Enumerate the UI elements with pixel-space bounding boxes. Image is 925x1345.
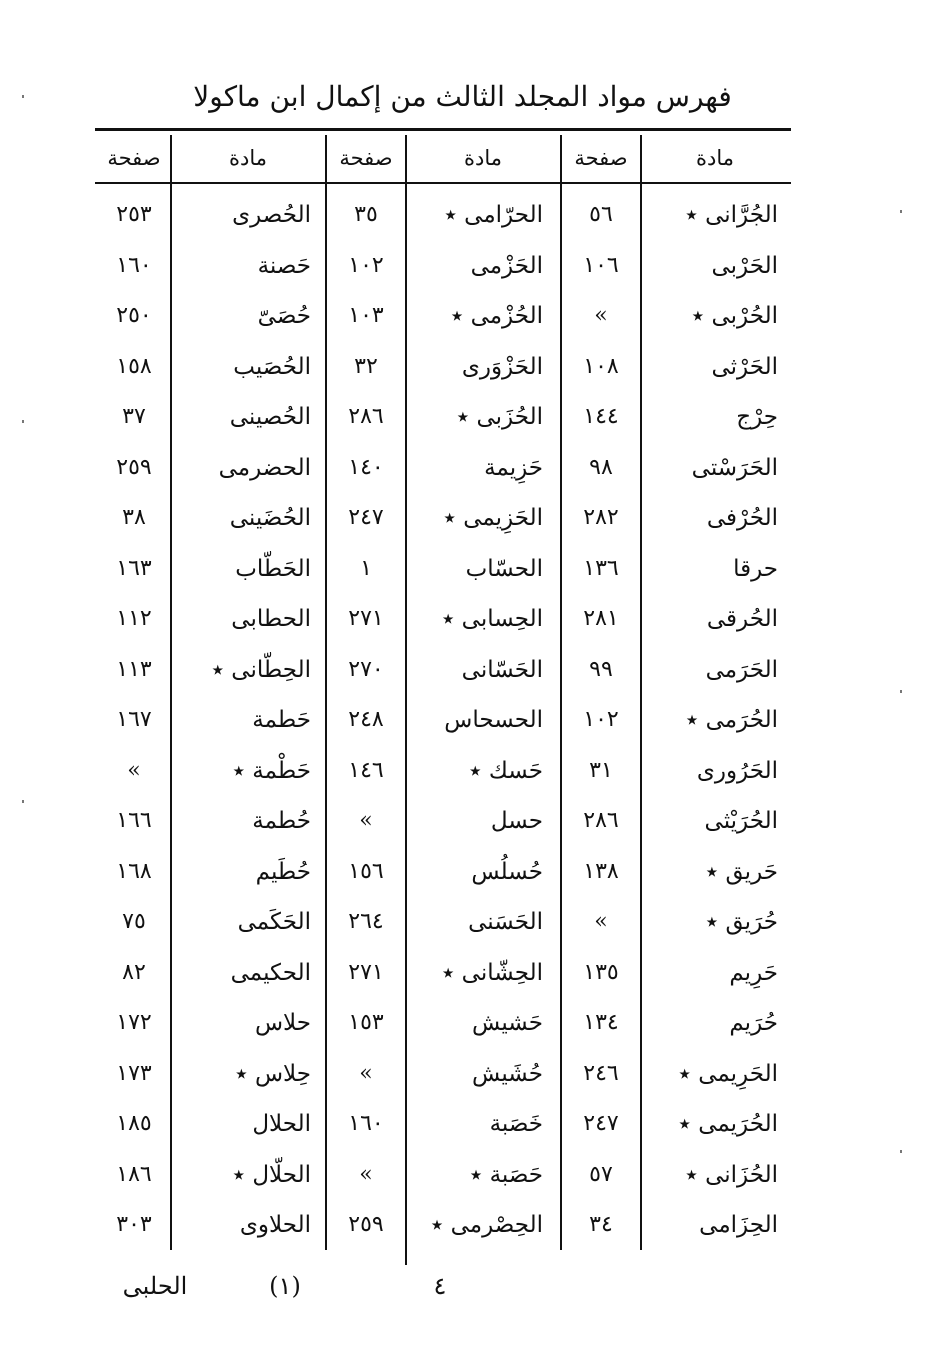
index-page-col2: ٢٧٠ bbox=[348, 656, 384, 682]
index-page-col2: ١٥٣ bbox=[348, 1010, 384, 1035]
index-word-col1: حَرِيم bbox=[729, 959, 778, 986]
index-word-col3: الحُضَينى bbox=[229, 505, 311, 531]
index-word-col3: حلاس bbox=[254, 1010, 311, 1036]
index-word-col3: حَصنة bbox=[257, 252, 311, 279]
index-word-col1: حُرَيم bbox=[729, 1010, 778, 1036]
index-page-col3: ١٦٧ bbox=[116, 707, 152, 732]
index-word-col3: الحكيمى bbox=[230, 959, 311, 986]
column-divider bbox=[325, 135, 327, 1250]
index-word-col2: الحِشّانى ٭ bbox=[441, 959, 543, 986]
index-word-col1: الحَرَمى bbox=[705, 656, 778, 683]
index-page-col1: » bbox=[594, 909, 608, 934]
index-page-col3: ١١٣ bbox=[116, 656, 152, 682]
index-page-col2: ٢٧١ bbox=[348, 606, 384, 631]
index-word-col3: حَطمة bbox=[252, 707, 311, 733]
index-page-col3: ٣٨ bbox=[122, 505, 146, 530]
index-page-col3: ١٦٨ bbox=[116, 858, 152, 884]
index-page-col2: » bbox=[359, 808, 373, 833]
column-divider bbox=[405, 135, 407, 1265]
index-word-col2: الحَسَنى bbox=[468, 909, 543, 935]
index-word-col3: حُصَىّ bbox=[257, 303, 311, 329]
index-page-col3: ١٧٢ bbox=[116, 1010, 152, 1035]
index-page-col3: ٨٢ bbox=[122, 959, 146, 985]
header-word-col3: مادة bbox=[228, 146, 267, 170]
index-word-col3: الحُصينى bbox=[229, 404, 311, 430]
index-word-col2: الحِسابى ٭ bbox=[441, 606, 543, 632]
index-word-col1: الحَرُورى bbox=[696, 757, 778, 784]
index-word-col1: حرقا bbox=[733, 555, 778, 582]
index-page-col2: ١٤٦ bbox=[348, 757, 384, 783]
column-divider bbox=[560, 135, 562, 1250]
index-page-col2: ٢٤٨ bbox=[348, 707, 384, 732]
index-page-col3: ١٨٥ bbox=[116, 1111, 152, 1136]
index-word-col1: الحَرَسْتى bbox=[691, 454, 778, 481]
index-page-col3: ١٥٨ bbox=[116, 353, 152, 379]
index-word-col2: الحسحاس bbox=[444, 707, 543, 733]
index-word-col1: الحِزَامى bbox=[699, 1212, 778, 1238]
index-word-col3: الحَكَمى bbox=[237, 909, 311, 935]
scan-speck bbox=[22, 420, 24, 423]
index-page-col1: » bbox=[594, 303, 608, 328]
index-word-col1: الحُرَمى ٭ bbox=[685, 707, 778, 733]
header-page-col2: صفحة bbox=[339, 146, 393, 170]
index-page-col3: ١٦٠ bbox=[116, 252, 152, 278]
scan-speck bbox=[900, 1150, 902, 1153]
index-word-col3: حُطمة bbox=[252, 808, 311, 834]
index-page-col1: ١٣٤ bbox=[583, 1010, 619, 1035]
index-page-col2: ٢٦٤ bbox=[348, 909, 384, 934]
index-word-col2: حَسك ٭ bbox=[469, 757, 543, 784]
index-page-col2: ٢٥٩ bbox=[348, 1212, 384, 1237]
index-word-col3: الحلاوى bbox=[239, 1212, 311, 1238]
index-word-col3: الحُصَيب bbox=[233, 353, 311, 380]
footer-printer: الحلبى bbox=[122, 1272, 188, 1300]
index-page-col3: ١٨٦ bbox=[116, 1161, 152, 1187]
index-word-col2: حَصَبة ٭ bbox=[469, 1161, 543, 1188]
index-word-col1: حِرْج bbox=[736, 404, 778, 430]
index-word-col1: الحُرْبى ٭ bbox=[691, 303, 778, 329]
page-title: فهرس مواد المجلد الثالث من إكمال ابن ماكولا bbox=[193, 80, 732, 113]
index-page-col2: ١٤٠ bbox=[348, 454, 384, 480]
scan-speck bbox=[22, 95, 24, 98]
index-page-col2: ١٥٦ bbox=[348, 858, 384, 884]
index-page-col1: ١٠٨ bbox=[583, 353, 619, 379]
index-page-col2: ١٠٣ bbox=[348, 303, 384, 328]
index-word-col3: حِلاس ٭ bbox=[235, 1060, 311, 1087]
index-word-col2: الحُزَبى ٭ bbox=[456, 404, 543, 430]
index-word-col3: الحطابى bbox=[231, 606, 311, 632]
scan-speck bbox=[22, 800, 24, 803]
index-word-col2: حَشيش bbox=[472, 1010, 543, 1036]
index-word-col2: حُسلُس bbox=[471, 858, 543, 885]
scan-speck bbox=[900, 690, 902, 693]
index-word-col2: خَصَبة bbox=[489, 1111, 543, 1137]
index-word-col1: الحُرقى bbox=[706, 606, 778, 632]
index-page-col3: ٣٧ bbox=[122, 404, 146, 429]
index-word-col3: الحَطّاب bbox=[235, 555, 311, 582]
index-word-col3: الحلال bbox=[252, 1111, 311, 1137]
index-page-col1: ١٤٤ bbox=[583, 404, 619, 429]
index-word-col1: الحَرْبى bbox=[711, 252, 778, 279]
index-page-col1: ٩٨ bbox=[589, 454, 613, 480]
index-page-col2: ٢٤٧ bbox=[348, 505, 384, 530]
index-word-col2: حَزِيمة bbox=[484, 454, 543, 481]
index-page-col1: ٥٧ bbox=[589, 1161, 613, 1187]
index-word-col2: الحسّاب bbox=[465, 555, 543, 582]
index-word-col1: الحُرَيْثى bbox=[704, 808, 778, 834]
footer-signature: (١) bbox=[269, 1272, 301, 1300]
index-word-col2: الحَزِيمى ٭ bbox=[443, 505, 543, 531]
index-word-col2: الحَزْمى bbox=[470, 252, 543, 279]
index-page-col1: ١٣٥ bbox=[583, 959, 619, 985]
index-page-col2: ١٠٢ bbox=[348, 252, 384, 278]
index-page-col1: ٥٦ bbox=[589, 202, 613, 227]
index-word-col3: الحِطّانى ٭ bbox=[211, 656, 311, 683]
index-word-col2: حُشَيش bbox=[472, 1060, 543, 1087]
index-page-col3: ١٧٣ bbox=[116, 1060, 152, 1086]
header-page-col1: صفحة bbox=[574, 146, 628, 170]
index-page-col3: ١١٢ bbox=[116, 606, 152, 631]
index-page-col1: ١٣٨ bbox=[583, 858, 619, 884]
header-rule bbox=[95, 182, 791, 184]
index-word-col2: الحُزْمى ٭ bbox=[450, 303, 543, 329]
scan-speck bbox=[900, 210, 902, 213]
footer-page-number: ٤ bbox=[433, 1272, 447, 1300]
index-page-col3: ٧٥ bbox=[122, 909, 146, 934]
index-page-col1: ٢٨٢ bbox=[583, 505, 619, 530]
index-word-col1: حَريق ٭ bbox=[705, 858, 778, 885]
index-word-col1: الحُرْفى bbox=[706, 505, 778, 531]
index-page-col2: ١٦٠ bbox=[348, 1111, 384, 1136]
index-word-col3: الحلّال ٭ bbox=[232, 1161, 311, 1188]
index-word-col2: الحرّامى ٭ bbox=[444, 202, 543, 228]
index-page-col2: ١ bbox=[360, 555, 372, 581]
index-page-col1: ١٣٦ bbox=[583, 555, 619, 581]
index-word-col1: الحَرْثى bbox=[711, 353, 778, 380]
index-page-col1: ٣١ bbox=[589, 757, 613, 783]
index-page-col2: ٢٧١ bbox=[348, 959, 384, 985]
index-word-col1: الجُرَّانى ٭ bbox=[685, 202, 778, 228]
index-page-col1: ٩٩ bbox=[589, 656, 613, 682]
index-word-col1: حُرَيق ٭ bbox=[705, 909, 778, 935]
index-page-col2: ٢٨٦ bbox=[348, 404, 384, 429]
index-word-col1: الحُزَانى ٭ bbox=[685, 1161, 778, 1188]
index-page-col3: ٢٥٣ bbox=[116, 202, 152, 227]
index-page-col1: ١٠٢ bbox=[583, 707, 619, 732]
header-word-col2: مادة bbox=[463, 146, 502, 170]
header-word-col1: مادة bbox=[695, 146, 734, 170]
index-word-col3: حَطْمة ٭ bbox=[232, 757, 311, 784]
index-page-col1: ٢٨١ bbox=[583, 606, 619, 631]
top-rule bbox=[95, 128, 791, 131]
index-page-col3: » bbox=[127, 757, 141, 783]
index-word-col2: الحَزْوَرى bbox=[461, 353, 543, 380]
column-divider bbox=[170, 135, 172, 1250]
index-page-col3: ١٦٣ bbox=[116, 555, 152, 581]
index-page-col2: ٣٥ bbox=[354, 202, 378, 227]
index-page-col1: ٢٨٦ bbox=[583, 808, 619, 833]
index-word-col1: الحُرَيمى ٭ bbox=[678, 1111, 778, 1137]
index-page-col2: » bbox=[359, 1161, 373, 1187]
index-page-col2: » bbox=[359, 1060, 373, 1086]
index-word-col2: الحِصْرمى ٭ bbox=[430, 1212, 543, 1238]
index-page-col1: ٢٤٧ bbox=[583, 1111, 619, 1136]
index-page-col3: ١٦٦ bbox=[116, 808, 152, 833]
index-word-col3: حُطَيم bbox=[255, 858, 311, 885]
index-word-col3: الحُصرى bbox=[232, 202, 311, 228]
index-page-col1: ٣٤ bbox=[589, 1212, 613, 1237]
column-divider bbox=[640, 135, 642, 1250]
index-word-col1: الحَرِيمى ٭ bbox=[678, 1060, 778, 1087]
index-word-col3: الحضرمى bbox=[218, 454, 311, 481]
index-word-col2: حسل bbox=[490, 808, 543, 834]
index-page-col3: ٢٥٠ bbox=[116, 303, 152, 328]
index-word-col2: الحَسّانى bbox=[461, 656, 543, 683]
index-page-col1: ٢٤٦ bbox=[583, 1060, 619, 1086]
index-page-col2: ٣٢ bbox=[354, 353, 378, 379]
index-page-col1: ١٠٦ bbox=[583, 252, 619, 278]
index-page-col3: ٣٠٣ bbox=[116, 1212, 152, 1237]
index-page-col3: ٢٥٩ bbox=[116, 454, 152, 480]
header-page-col3: صفحة bbox=[107, 146, 161, 170]
